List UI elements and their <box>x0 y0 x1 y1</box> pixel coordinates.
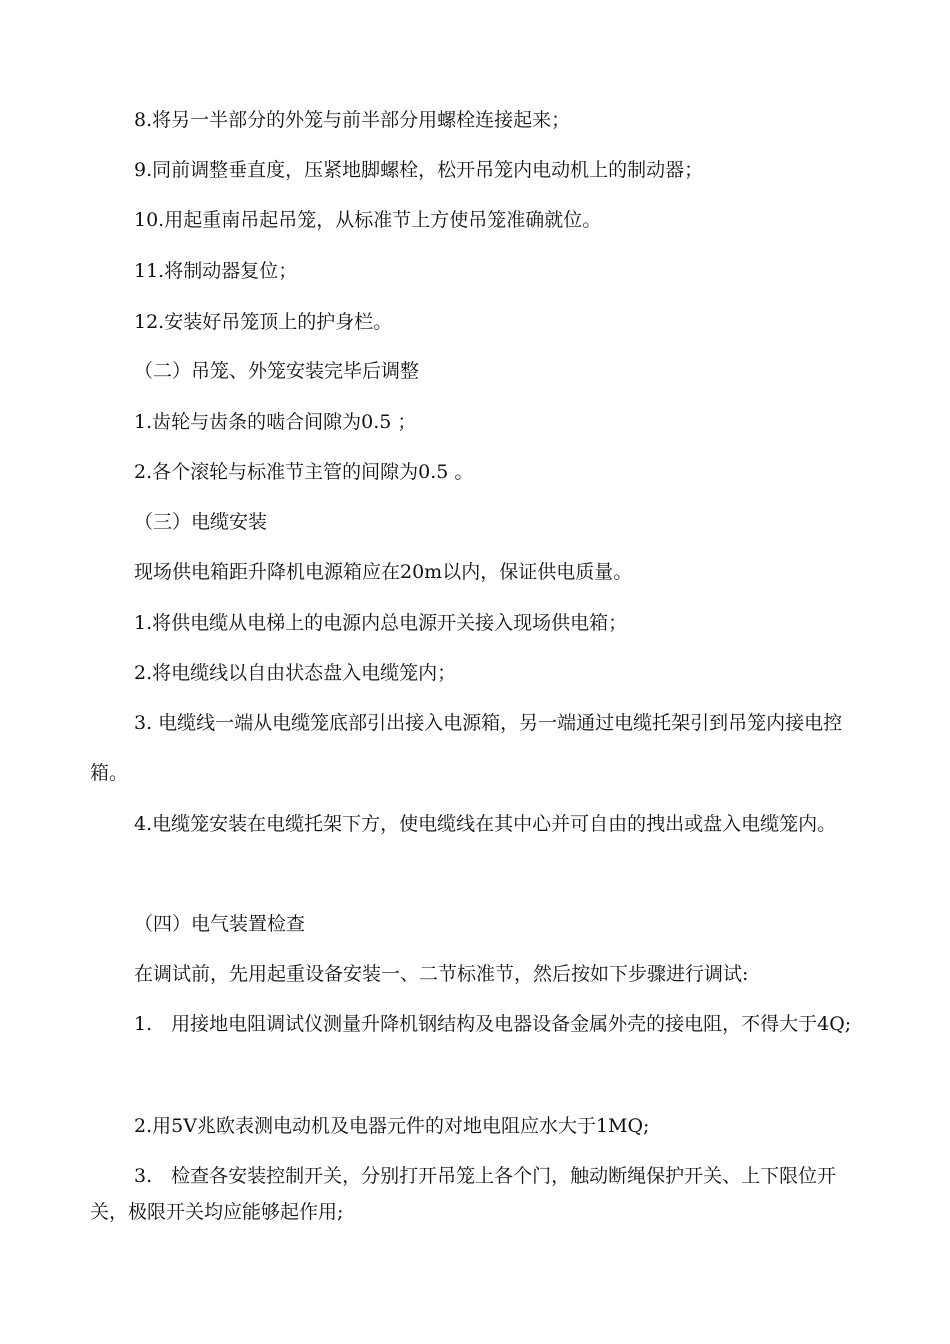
paragraph-step-9: 9.同前调整垂直度，压紧地脚螺栓，松开吊笼内电动机上的制动器； <box>134 159 704 181</box>
paragraph-step-10: 10.用起重南吊起吊笼，从标准节上方使吊笼准确就位。 <box>134 209 602 231</box>
paragraph-adjust-2: 2.各个滚轮与标准节主管的间隙为0.5 。 <box>134 461 474 483</box>
paragraph-adjust-1: 1.齿轮与齿条的啮合间隙为0.5 ； <box>134 411 417 433</box>
paragraph-electrical-3: 3. 检查各安装控制开关，分别打开吊笼上各个门，触动断绳保护开关、上下限位开关，极限开关均应能够起作用; <box>90 1165 837 1223</box>
section-heading-4: （四）电气装置检查 <box>134 913 306 935</box>
section-heading-3: （三）电缆安装 <box>134 511 268 533</box>
paragraph-cable-3: 3. 电缆线一端从电缆笼底部引出接入电源箱，另一端通过电缆托架引到吊笼内接电控箱。 <box>90 712 843 784</box>
paragraph-step-12: 12.安装好吊笼顶上的护身栏。 <box>134 311 393 333</box>
paragraph-cable-4: 4.电缆笼安装在电缆托架下方，使电缆线在其中心并可自由的拽出或盘入电缆笼内。 <box>134 813 837 835</box>
paragraph-electrical-2: 2.用5V兆欧表测电动机及电器元件的对地电阻应水大于1MQ; <box>134 1115 650 1137</box>
paragraph-electrical-1: 1. 用接地电阻调试仪测量升降机钢结构及电器设备金属外壳的接电阻，不得大于4Q; <box>134 1013 852 1035</box>
section-heading-2: （二）吊笼、外笼安装完毕后调整 <box>134 360 420 382</box>
paragraph-step-11: 11.将制动器复位； <box>134 260 298 282</box>
paragraph-cable-1: 1.将供电缆从电梯上的电源内总电源开关接入现场供电箱； <box>134 612 628 634</box>
paragraph-cable-2: 2.将电缆线以自由状态盘入电缆笼内； <box>134 662 457 684</box>
paragraph-electrical-intro: 在调试前，先用起重设备安装一、二节标准节，然后按如下步骤进行调试: <box>134 963 749 985</box>
paragraph-cable-intro: 现场供电箱距升降机电源箱应在20m以内，保证供电质量。 <box>134 561 633 583</box>
paragraph-step-8: 8.将另一半部分的外笼与前半部分用螺栓连接起来； <box>134 109 571 131</box>
